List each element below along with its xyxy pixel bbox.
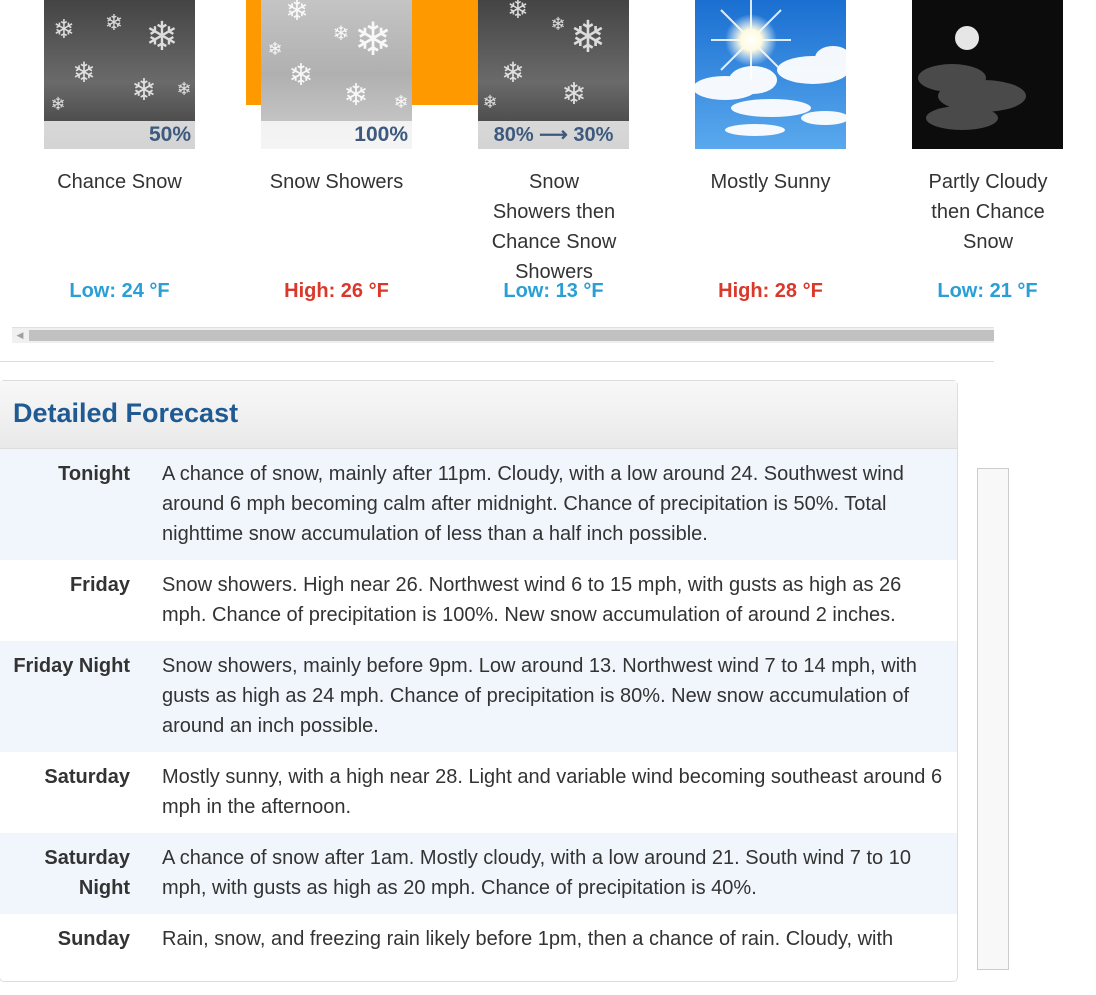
precip-chance: 80% ⟶ 30% [478, 121, 629, 149]
svg-text:❄: ❄ [561, 77, 587, 112]
forecast-text: A chance of snow after 1am. Mostly cloudy, with a low around 21. South wind 7 to 10 mph, with gusts as high as 20 mph. Chance of precipitation is 40%. [162, 847, 911, 899]
temperature: Low: 13 °F [503, 280, 604, 302]
detailed-forecast-row [0, 752, 957, 833]
svg-text:❄: ❄ [50, 94, 66, 115]
svg-text:❄: ❄ [285, 0, 309, 27]
svg-text:❄: ❄ [393, 92, 409, 113]
night-cloud-icon [912, 0, 1063, 149]
svg-text:❄: ❄ [72, 56, 96, 89]
detailed-forecast-row [0, 914, 957, 995]
short-forecast: Partly Cloudy then Chance Snow [928, 171, 1048, 253]
period-name: Friday [69, 574, 130, 596]
divider [0, 361, 994, 362]
snow-showers-icon [261, 0, 412, 149]
short-forecast: Chance Snow [57, 171, 182, 193]
forecast-period[interactable] [662, 0, 879, 320]
svg-text:❄: ❄ [53, 15, 75, 45]
svg-text:❄: ❄ [288, 58, 314, 93]
horizontal-scrollbar[interactable] [12, 327, 994, 343]
forecast-text: Snow showers. High near 26. Northwest wind 6 to 15 mph, with gusts as high as 26 mph. Chance of precipitation is 100%. New snow accumulation of around 2 inches. [162, 574, 902, 626]
detailed-forecast-row [0, 560, 957, 641]
forecast-period[interactable] [879, 0, 1096, 320]
svg-text:❄: ❄ [176, 79, 192, 100]
detailed-forecast-row [0, 833, 957, 914]
temperature: High: 28 °F [718, 280, 823, 302]
svg-text:❄: ❄ [332, 21, 350, 45]
panel-heading [0, 381, 957, 449]
svg-text:❄: ❄ [507, 0, 529, 25]
svg-text:❄: ❄ [267, 39, 283, 60]
period-name: Friday Night [13, 655, 130, 677]
svg-text:❄: ❄ [569, 12, 607, 63]
temperature: Low: 21 °F [937, 280, 1038, 302]
short-forecast: Snow Showers then Chance Snow Showers [491, 171, 617, 283]
forecast-text: Rain, snow, and freezing rain likely before 1pm, then a chance of rain. Cloudy, with [162, 928, 894, 950]
forecast-period[interactable] [228, 0, 445, 320]
svg-text:❄: ❄ [104, 11, 124, 36]
detailed-forecast-row [0, 641, 957, 752]
period-name: Saturday Night [44, 847, 130, 899]
scroll-left-icon[interactable]: ◀ [16, 330, 24, 340]
period-name: Sunday [57, 928, 130, 950]
detailed-forecast-row [0, 449, 957, 560]
forecast-text: Mostly sunny, with a high near 28. Light and variable wind becoming southeast around 6 mph in the afternoon. [162, 766, 943, 818]
svg-text:❄: ❄ [501, 56, 525, 89]
forecast-period[interactable] [445, 0, 662, 320]
scrollbar-thumb[interactable] [29, 330, 994, 341]
detailed-forecast-panel [0, 380, 958, 982]
panel-title: Detailed Forecast [13, 398, 239, 428]
sun-icon [695, 0, 846, 149]
forecast-period[interactable] [11, 0, 228, 320]
svg-text:❄: ❄ [343, 78, 369, 113]
temperature: Low: 24 °F [69, 280, 170, 302]
snow-icon [44, 0, 195, 149]
side-widget [977, 468, 1009, 970]
forecast-text: A chance of snow, mainly after 11pm. Cloudy, with a low around 24. Southwest wind around 6 mph becoming calm after midnight. Chance of precipitation is 50%. Total nighttime snow accumulation of less than a half inch possible. [162, 463, 904, 545]
precip-chance: 50% [44, 121, 195, 149]
snow-icon [478, 0, 629, 149]
forecast-text: Snow showers, mainly before 9pm. Low around 13. Northwest wind 7 to 14 mph, with gusts as high as 24 mph. Chance of precipitation is 80%. New snow accumulation of around an inch possible. [162, 655, 917, 737]
short-forecast: Mostly Sunny [710, 171, 831, 193]
forecast-strip [0, 0, 1048, 330]
short-forecast: Snow Showers [269, 171, 404, 193]
svg-text:❄: ❄ [131, 73, 157, 108]
precip-chance: 100% [261, 121, 412, 149]
period-name: Saturday [44, 766, 130, 788]
period-name: Tonight [58, 463, 130, 485]
svg-text:❄: ❄ [353, 12, 393, 66]
svg-text:❄: ❄ [482, 92, 498, 113]
svg-text:❄: ❄ [145, 14, 179, 60]
svg-text:❄: ❄ [550, 14, 566, 35]
temperature: High: 26 °F [284, 280, 389, 302]
